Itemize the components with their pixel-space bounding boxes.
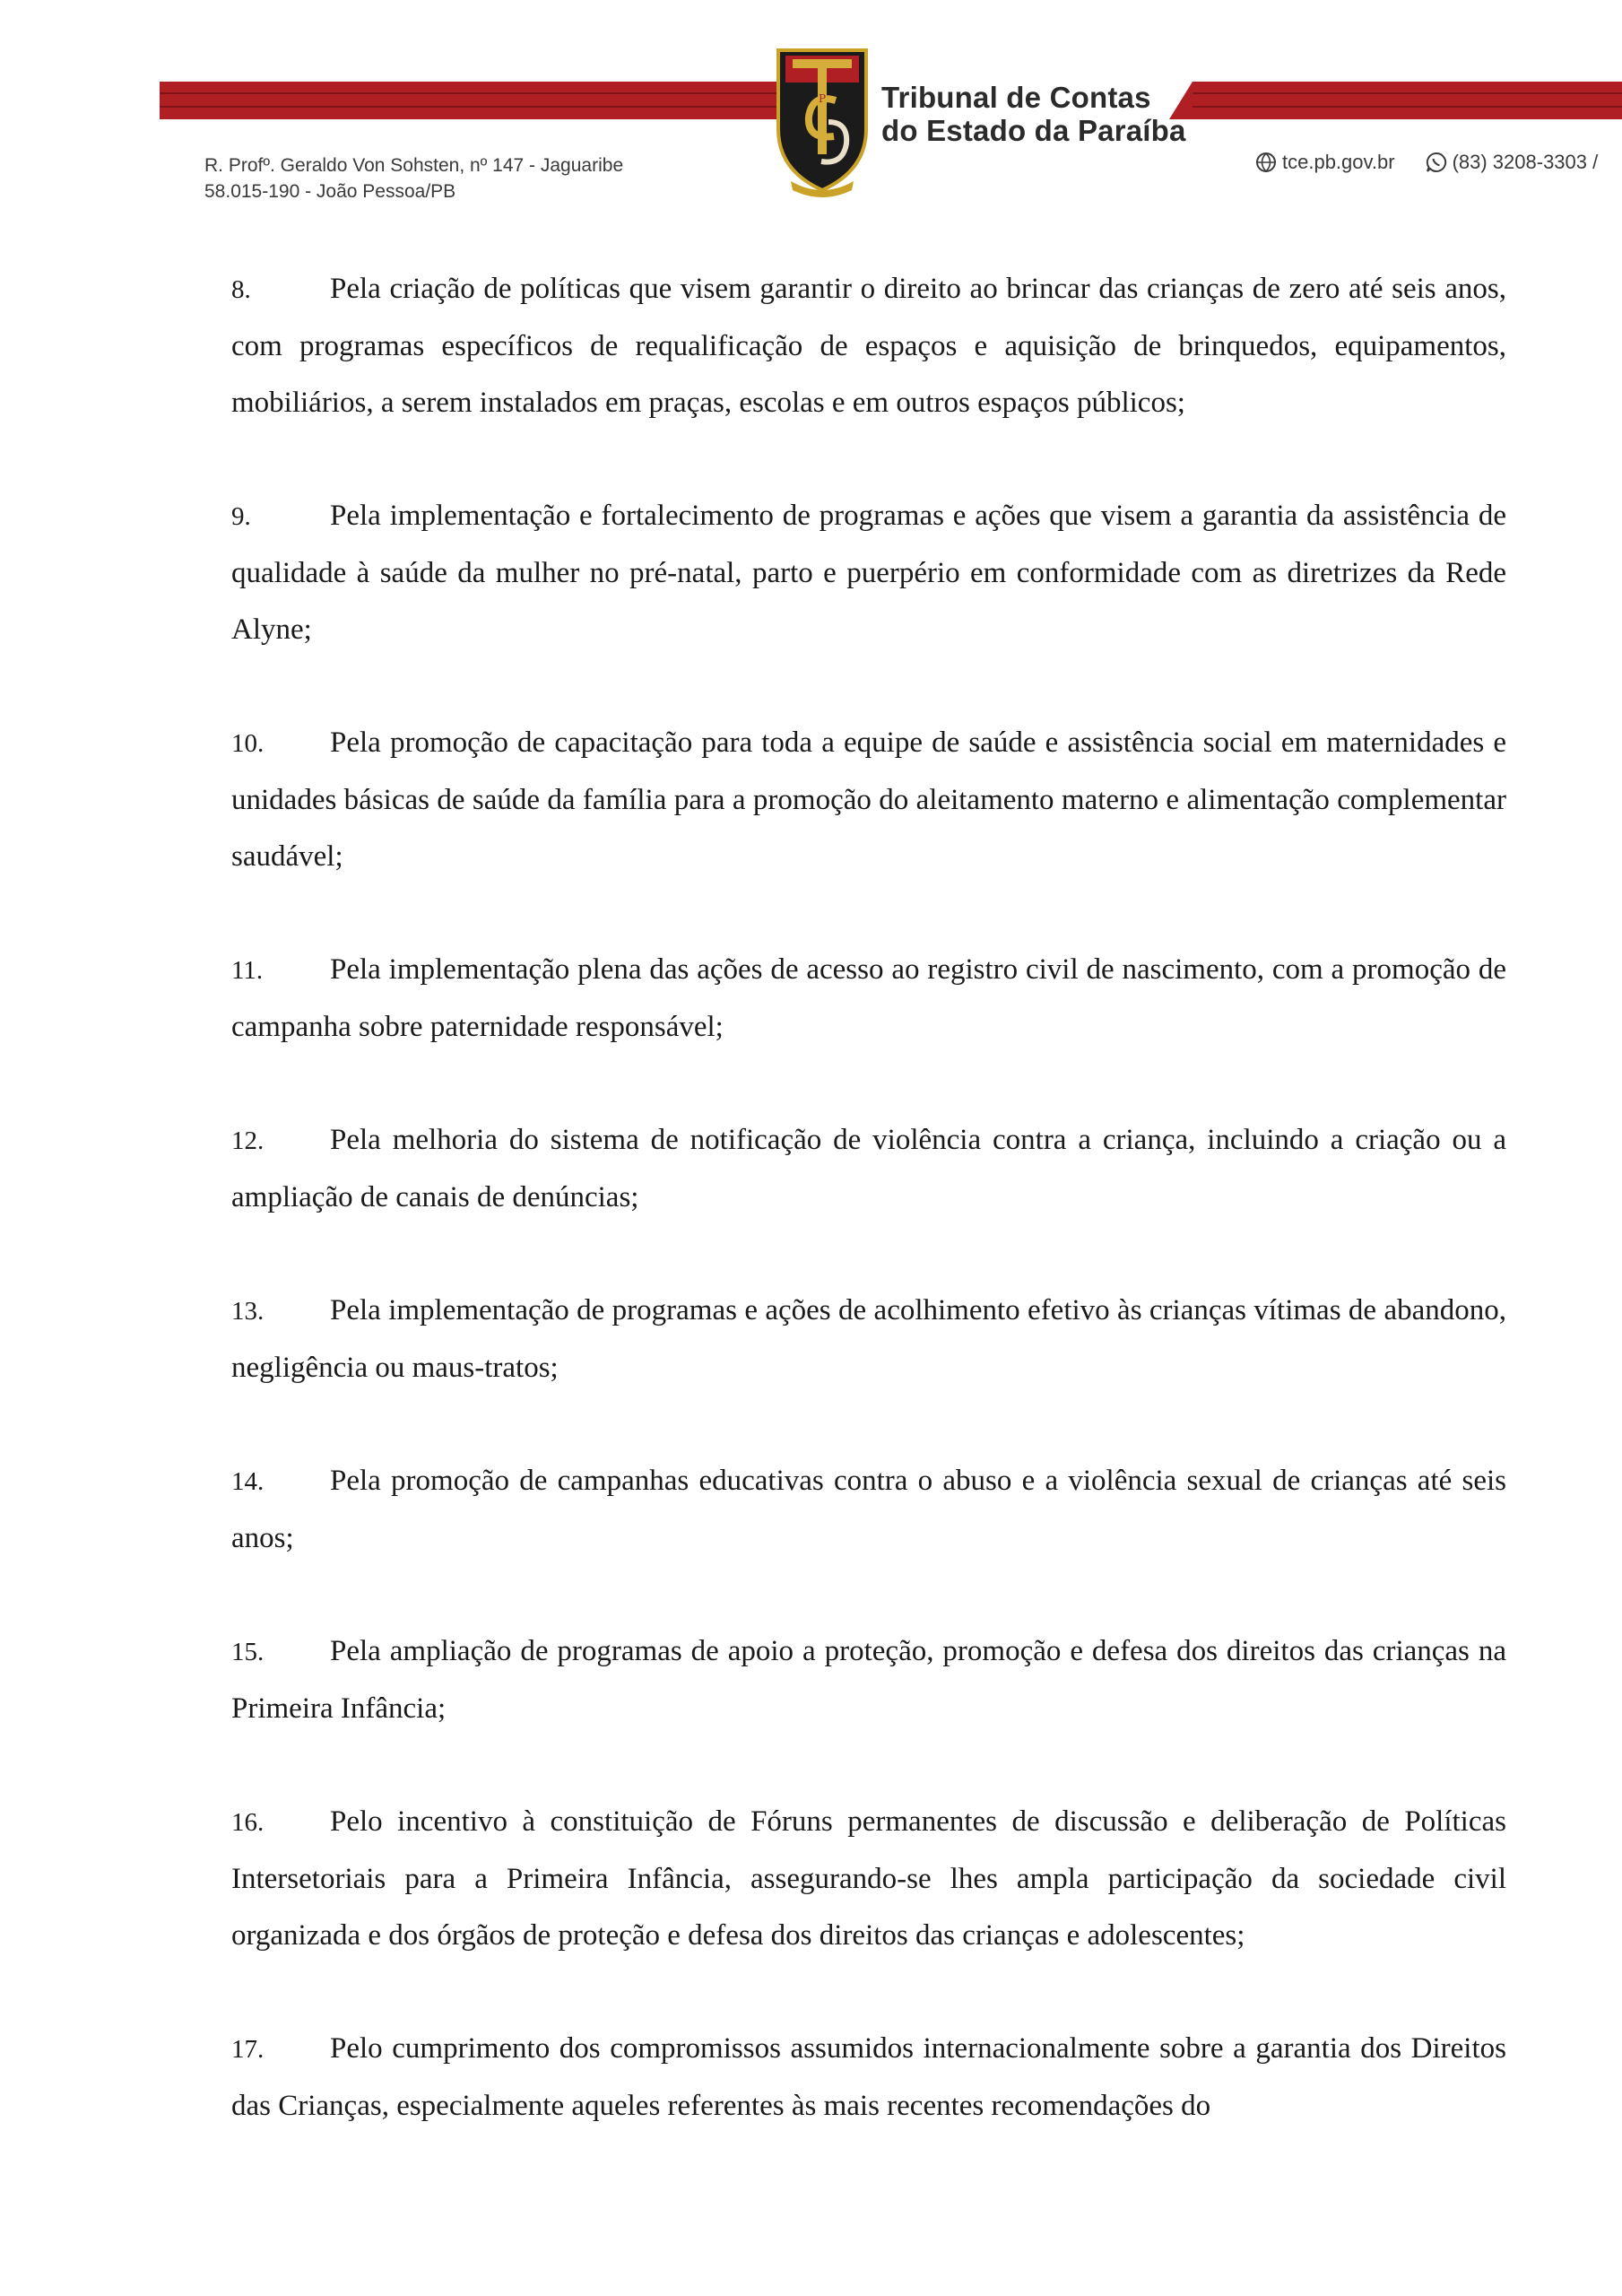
item-text: Pela implementação plena das ações de acesso ao registro civil de nascimento, com a promoção de campanha sobre paternidade responsável; [231, 953, 1506, 1043]
list-item [231, 488, 1506, 658]
item-number: 8. [231, 275, 251, 304]
list-item [231, 1623, 1506, 1737]
item-number: 16. [231, 1808, 265, 1837]
whatsapp-icon [1426, 152, 1447, 173]
item-text: Pela melhoria do sistema de notificação de violência contra a criança, incluindo a criação ou a ampliação de canais de denúncias; [231, 1124, 1506, 1213]
item-number: 13. [231, 1297, 265, 1326]
globe-icon [1255, 152, 1277, 173]
list-item [231, 261, 1506, 431]
list-item [231, 1283, 1506, 1396]
item-number: 9. [231, 502, 251, 531]
document-body [231, 261, 1506, 2191]
item-number: 17. [231, 2035, 265, 2064]
organization-name-line2: do Estado da Paraíba [881, 114, 1186, 147]
address-line2: 58.015-190 - João Pessoa/PB [204, 181, 456, 202]
item-text: Pelo cumprimento dos compromissos assumidos internacionalmente sobre a garantia dos Direitos das Crianças, especialmente aqueles referentes às mais recentes recomendações do [231, 2032, 1506, 2122]
item-text: Pela implementação e fortalecimento de programas e ações que visem a garantia da assistência de qualidade à saúde da mulher no pré-natal, parto e puerpério em conformidade com as diretrizes da Rede Alyne; [231, 500, 1506, 646]
header-band-right [1193, 82, 1622, 119]
address-line1: R. Profº. Geraldo Von Sohsten, nº 147 - Jaguaribe [204, 155, 624, 176]
item-text: Pela criação de políticas que visem garantir o direito ao brincar das crianças de zero até seis anos, com programas específicos de requalificação de espaços e aquisição de brinquedos, equipamentos, mobiliários, a serem instalados em praças, escolas e em outros espaços públicos; [231, 273, 1506, 419]
item-text: Pela implementação de programas e ações de acolhimento efetivo às crianças vítimas de abandono, negligência ou maus-tratos; [231, 1294, 1506, 1384]
item-text: Pela ampliação de programas de apoio a proteção, promoção e defesa dos direitos das crianças na Primeira Infância; [231, 1635, 1506, 1725]
item-number: 10. [231, 729, 265, 758]
organization-name-line1: Tribunal de Contas [881, 81, 1151, 114]
list-item [231, 942, 1506, 1056]
item-number: 15. [231, 1638, 265, 1666]
list-item [231, 1794, 1506, 1964]
item-text: Pelo incentivo à constituição de Fóruns permanentes de discussão e deliberação de Políticas Intersetoriais para a Primeira Infância, assegurando-se lhes ampla participação da sociedade civil organizada e dos órgãos de proteção e defesa dos direitos das crianças e adolescentes; [231, 1805, 1506, 1952]
item-number: 11. [231, 956, 264, 985]
header-band-left [160, 82, 778, 119]
item-text: Pela promoção de capacitação para toda a equipe de saúde e assistência social em maternidades e unidades básicas de saúde da família para a promoção do aleitamento materno e alimentação complementar saudável; [231, 726, 1506, 873]
list-item [231, 715, 1506, 885]
item-number: 14. [231, 1467, 265, 1496]
item-number: 12. [231, 1126, 265, 1155]
contact-info [1255, 151, 1598, 174]
crest-logo [773, 47, 872, 197]
address-block [204, 152, 623, 204]
item-text: Pela promoção de campanhas educativas contra o abuso e a violência sexual de crianças até seis anos; [231, 1465, 1506, 1554]
list-item [231, 2021, 1506, 2135]
organization-name [881, 81, 1186, 147]
phone-number: (83) 3208-3303 / [1452, 151, 1599, 173]
website-link[interactable]: tce.pb.gov.br [1282, 151, 1395, 173]
list-item [231, 1453, 1506, 1567]
list-item [231, 1112, 1506, 1226]
svg-text:P: P [818, 92, 827, 105]
